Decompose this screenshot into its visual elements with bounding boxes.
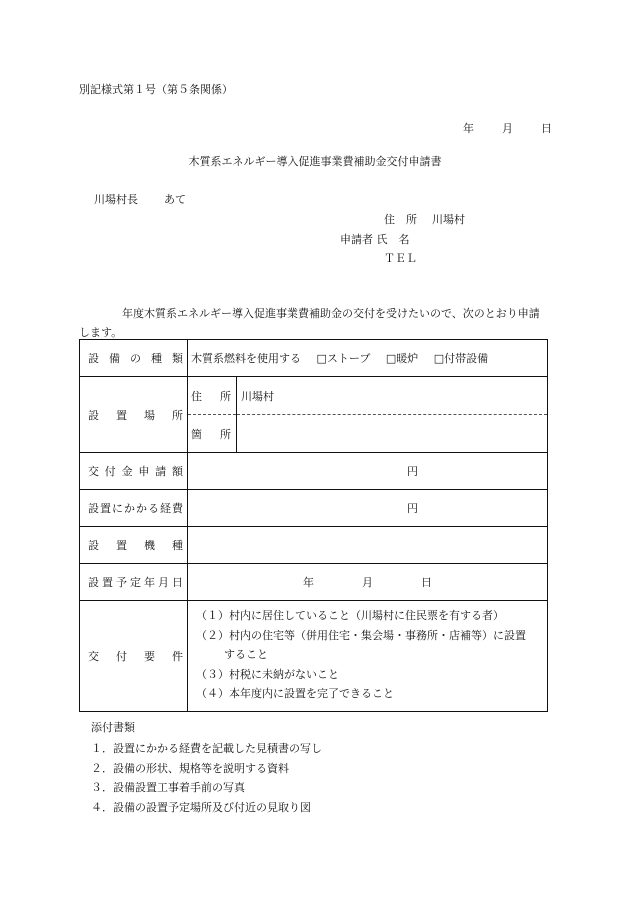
planned-date-label: 設置予定年月日 [80,564,188,601]
model-cell[interactable] [188,527,548,564]
location-cell [188,377,548,453]
attachments-list [91,739,322,817]
planned-month: 月 [362,576,373,589]
requirement-2: （２）村内の住宅等（併用住宅・集会場・事務所・店補等）に設置 [196,628,526,642]
attachment-item: ４．設備の設置予定場所及び付近の見取り図 [91,800,311,814]
requirement-4: （４）本年度内に設置を完了できること [196,687,394,701]
equipment-type-label: 設備の種類 [80,340,188,377]
applicant-address-value: 川場村 [432,213,465,226]
place-sub-label: 箇所 [188,415,237,453]
addressee [94,191,186,207]
cost-yen: 円 [407,502,418,515]
place-value[interactable] [237,415,548,453]
address-value[interactable]: 川場村 [237,377,548,415]
equipment-type-text: 木質系燃料を使用する [191,352,301,365]
planned-year: 年 [303,576,314,589]
attachment-item: ２．設備の形状、規格等を説明する資料 [91,761,289,775]
date-month: 月 [502,122,513,135]
application-statement: 年度木質系エネルギー導入促進事業費補助金の交付を受けたいので、次のとおり申請します。 [79,307,540,339]
date-line [463,120,552,136]
cost-cell[interactable] [188,490,548,527]
attachments-title: 添付書類 [91,721,135,734]
document-title: 木質系エネルギー導入促進事業費補助金交付申請書 [188,155,442,168]
date-year: 年 [463,122,474,135]
cost-label: 設置にかかる経費 [80,490,188,527]
applicant-address-label: 住 所 [384,213,417,226]
planned-day: 日 [421,576,432,589]
addressee-suffix: あて [164,193,186,206]
location-label: 設置場所 [80,377,188,453]
grant-amount-yen: 円 [407,465,418,478]
address-sub-label: 住所 [188,377,237,415]
addressee-name: 川場村長 [94,193,138,206]
requirements-cell [188,601,548,712]
applicant-name-label: 氏 名 [376,233,410,246]
grant-amount-label: 交付金申請額 [80,453,188,490]
grant-amount-cell[interactable] [188,453,548,490]
option-accessory[interactable]: □付帯設備 [433,352,489,365]
option-stove[interactable]: □ストーブ [316,352,371,365]
application-table [79,339,548,712]
option-fireplace[interactable]: □暖炉 [385,352,419,365]
planned-date-cell[interactable] [188,564,548,601]
equipment-type-cell [188,340,548,377]
attachment-item: １．設置にかかる経費を記載した見積書の写し [91,742,322,755]
requirement-1: （１）村内に居住していること（川場村に住民票を有する者） [196,609,504,623]
attachment-item: ３．設備設置工事着手前の写真 [91,781,245,794]
date-day: 日 [541,122,552,135]
applicant-label: 申請者 [340,233,373,246]
requirement-3: （３）村税に未納がないこと [196,667,339,681]
model-label: 設置機種 [80,527,188,564]
form-number: 別記様式第１号（第５条関係） [79,83,233,96]
requirement-2-cont: すること [224,648,268,662]
applicant-tel-label: ＴＥＬ [384,252,417,265]
requirements-label: 交付要件 [80,601,188,712]
